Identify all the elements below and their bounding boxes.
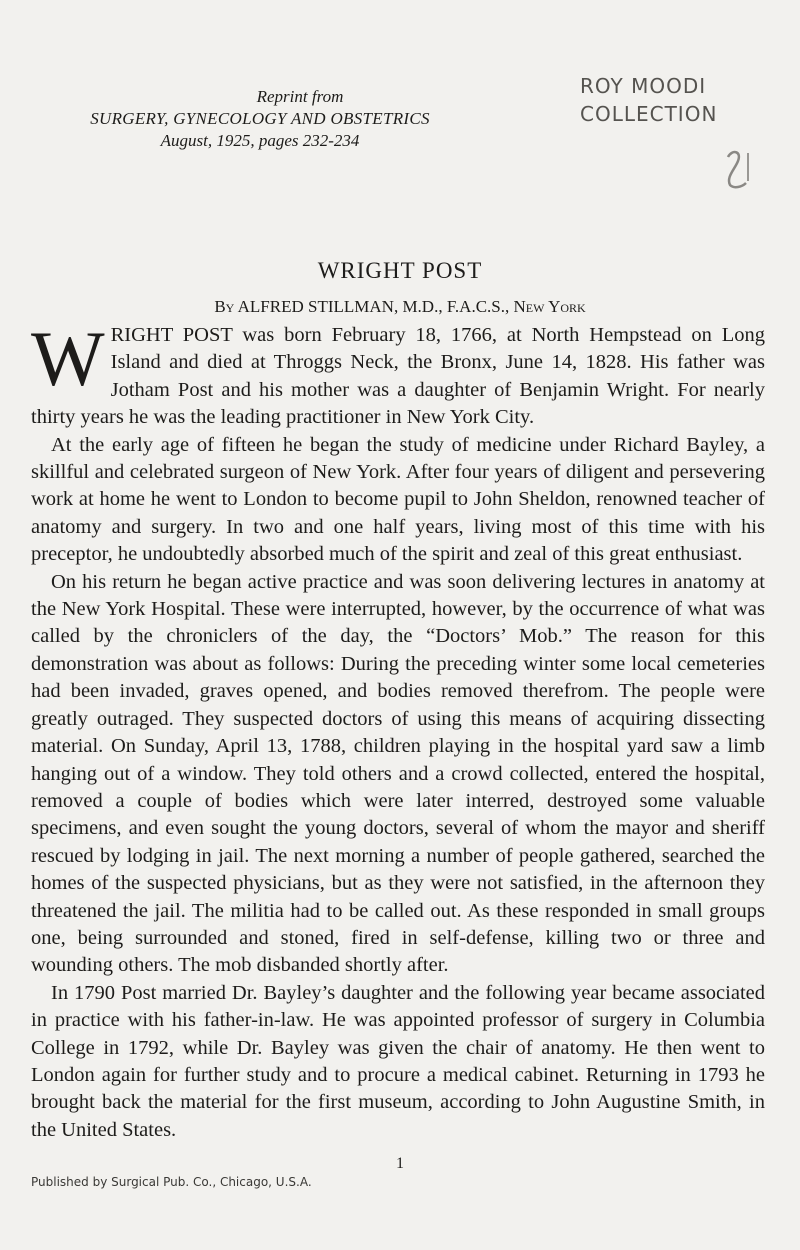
- handwritten-mark: [722, 147, 752, 191]
- article-title: WRIGHT POST: [317, 258, 483, 283]
- byline-by: By: [214, 297, 235, 316]
- paragraph-2: At the early age of fifteen he began the study of medicine under Richard Bayley, a skillful and celebrated surgeon of New York. After four years of diligent and persevering work at home he went to London to become pupil to John Sheldon, renowned teacher of anatomy and surgery. In two and one half years, living most of this time with his preceptor, he undoubtedly absorbed much of the spirit and zeal of this great enthusiast.: [31, 433, 765, 566]
- reprint-header: [0, 86, 520, 152]
- paragraph-1: [31, 315, 765, 432]
- drop-cap: W: [31, 315, 105, 402]
- article-body: [31, 315, 765, 1144]
- stamp-line-2: COLLECTION: [580, 102, 718, 126]
- journal-name: SURGERY, GYNECOLOGY AND OBSTETRICS: [90, 109, 430, 128]
- author-name: ALFRED STILLMAN, M.D., F.A.C.S.,: [237, 297, 510, 316]
- publisher-footer: Published by Surgical Pub. Co., Chicago, U.S.A.: [31, 1175, 312, 1189]
- paragraph-4: In 1790 Post married Dr. Bayley’s daughter and the following year became associated in practice with his father-in-law. He was appointed professor of surgery in Columbia College in 1792, while Dr. Bayley was given the chair of anatomy. He then went to London again for further study and to procure a medical cabinet. Returning in 1793 he brought back the material for the first museum, according to John Augustine Smith, in the United States.: [31, 981, 765, 1141]
- byline: [0, 297, 800, 317]
- collection-stamp: [580, 72, 800, 128]
- paragraph-1-text: RIGHT POST was born February 18, 1766, at North Hempstead on Long Island and died at Throggs Neck, the Bronx, June 14, 1828. His father was Jotham Post and his mother was a daughter of Benjamin Wright. For nearly thirty years he was the leading practitioner in New York City.: [31, 324, 765, 429]
- reprint-from: Reprint from: [256, 87, 344, 106]
- page-number: 1: [396, 1155, 404, 1172]
- issue-info: August, 1925, pages 232-234: [160, 131, 360, 150]
- stamp-line-1: ROY MOODI: [580, 74, 707, 98]
- paragraph-3: On his return he began active practice and was soon delivering lectures in anatomy at the New York Hospital. These were interrupted, however, by the occurrence of what was called by the chroniclers of the day, the “Doctors’ Mob.” The reason for this demonstration was about as follows: During the preceding winter some local cemeteries had been invaded, graves opened, and bodies removed therefrom. The people were greatly outraged. They suspected doctors of using this means of acquiring dissecting material. On Sunday, April 13, 1788, children playing in the hospital yard saw a limb hanging out of a window. They told others and a crowd collected, entered the hospital, removed a couple of bodies which were later interred, destroyed some valuable specimens, and even sought the young doctors, several of whom the mayor and sheriff rescued by lodging in jail. The next morning a number of people gathered, searched the homes of the suspected physicians, but as they were not satisfied, in the afternoon they threatened the jail. The militia had to be called out. As these responded in small groups one, being surrounded and stoned, fired in self-defense, killing two or three and wounding others. The mob disbanded shortly after.: [31, 570, 765, 977]
- author-place: New York: [513, 297, 586, 316]
